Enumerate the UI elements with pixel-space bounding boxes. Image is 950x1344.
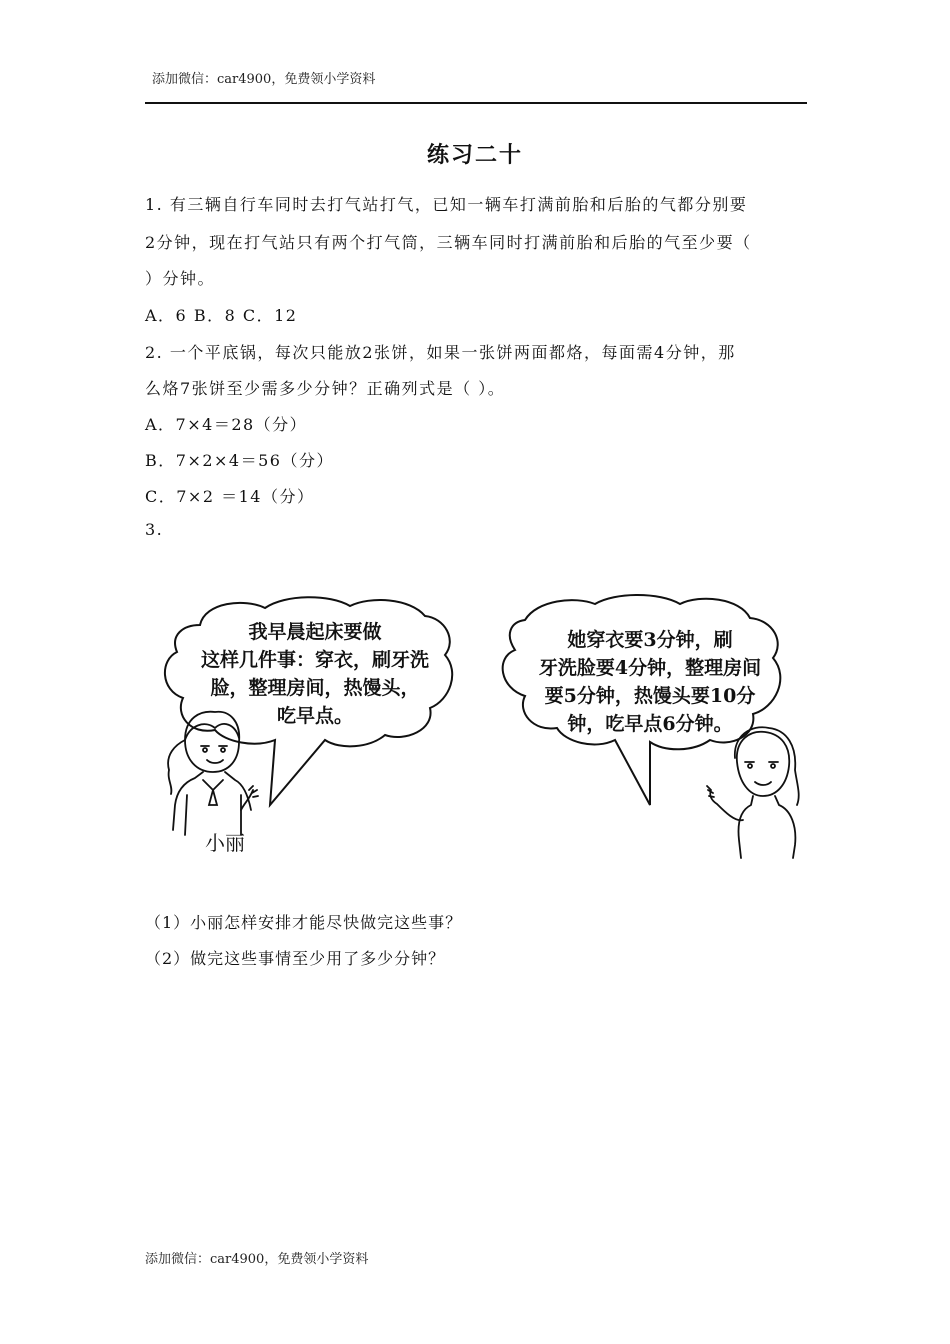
page-title: 练习二十 (426, 142, 523, 168)
left-bubble-line-2: 这样几件事：穿衣，刷牙洗 (200, 649, 430, 671)
left-bubble-line-3: 脸，整理房间，热馒头， (210, 677, 420, 699)
right-bubble-line-2: 牙洗脸要4分钟，整理房间 (538, 657, 762, 679)
q2-option-a: A．7×4＝28（分） (145, 415, 308, 434)
q3-number: 3. (145, 520, 164, 539)
q2-line1: 2. 一个平底锅，每次只能放2张饼，如果一张饼两面都烙，每面需4分钟，那 (145, 343, 736, 362)
q2-option-c: C．7×2 ＝14（分） (145, 487, 315, 506)
header-note: 添加微信：car4900，免费领小学资料 (152, 72, 376, 87)
header-divider (145, 102, 807, 104)
left-bubble-line-4: 吃早点。 (276, 705, 354, 727)
right-bubble-line-3: 要5分钟，热馒头要10分 (544, 685, 756, 707)
q1-options: A．6 B．8 C．12 (145, 306, 298, 325)
q1-line3: ）分钟。 (145, 269, 216, 288)
right-bubble-line-4: 钟，吃早点6分钟。 (567, 713, 733, 735)
footer-note: 添加微信：car4900，免费领小学资料 (145, 1252, 369, 1267)
q3-illustration (145, 590, 805, 865)
q1-line2: 2分钟，现在打气站只有两个打气筒，三辆车同时打满前胎和后胎的气至少要（ (145, 233, 752, 252)
q3-sub-question-1: （1）小丽怎样安排才能尽快做完这些事？ (145, 913, 463, 932)
q2-line2: 么烙7张饼至少需多少分钟？正确列式是（ ）。 (145, 379, 506, 398)
girl-name-label: 小丽 (205, 831, 245, 855)
right-bubble-line-1: 她穿衣要3分钟，刷 (567, 629, 733, 651)
woman-drawing (707, 727, 799, 858)
q1-line1: 1. 有三辆自行车同时去打气站打气，已知一辆车打满前胎和后胎的气都分别要 (145, 195, 748, 214)
q3-sub-question-2: （2）做完这些事情至少用了多少分钟？ (145, 949, 446, 968)
left-bubble-line-1: 我早晨起床要做 (248, 621, 382, 643)
q2-option-b: B．7×2×4＝56（分） (145, 451, 334, 470)
